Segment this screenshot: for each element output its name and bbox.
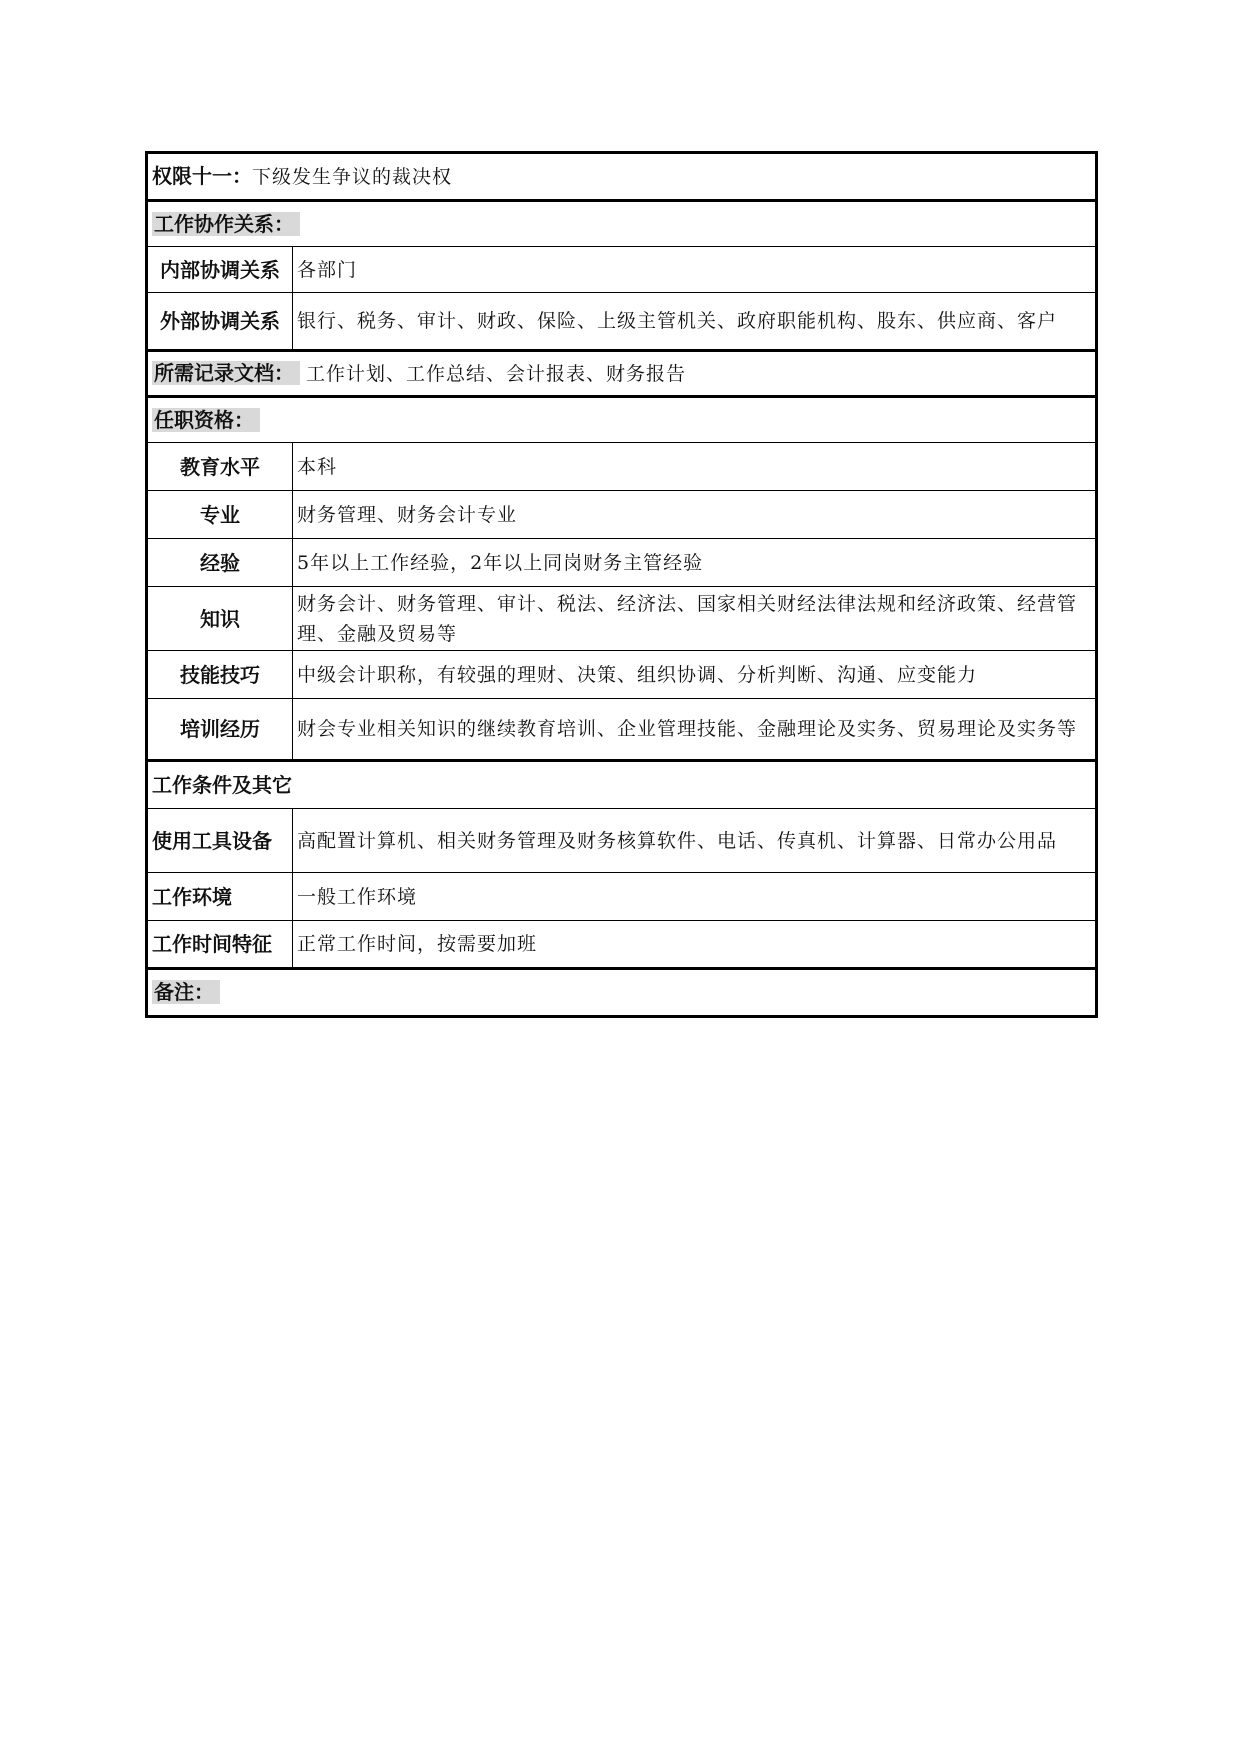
condition-row-time: [147, 921, 1097, 969]
qualification-row-education: [147, 443, 1097, 491]
qualification-row-experience: [147, 539, 1097, 587]
job-description-table: [145, 151, 1098, 1018]
authority-value: 下级发生争议的裁决权: [252, 166, 453, 188]
authority-row: [147, 153, 1097, 201]
qualifications-heading-row: [147, 397, 1097, 443]
conditions-heading: 工作条件及其它: [152, 772, 292, 797]
cooperation-value: 各部门: [293, 247, 1097, 293]
authority-label: 权限十一：: [152, 164, 252, 188]
records-row: [147, 351, 1097, 397]
condition-value: 高配置计算机、相关财务管理及财务核算软件、电话、传真机、计算器、日常办公用品: [293, 809, 1097, 873]
notes-label: 备注：: [152, 980, 220, 1004]
records-value: 工作计划、工作总结、会计报表、财务报告: [306, 363, 687, 385]
qualification-row-skills: [147, 651, 1097, 699]
condition-value: 一般工作环境: [293, 873, 1097, 921]
cooperation-label: 外部协调关系: [147, 293, 293, 351]
cooperation-row-external: [147, 293, 1097, 351]
qualification-value: 中级会计职称，有较强的理财、决策、组织协调、分析判断、沟通、应变能力: [293, 651, 1097, 699]
qualification-value: 5年以上工作经验，2年以上同岗财务主管经验: [293, 539, 1097, 587]
cooperation-heading: 工作协作关系：: [152, 212, 300, 236]
qualification-label: 知识: [147, 587, 293, 651]
condition-value: 正常工作时间，按需要加班: [293, 921, 1097, 969]
qualifications-heading: 任职资格：: [152, 408, 260, 432]
records-label: 所需记录文档：: [152, 361, 300, 385]
qualification-value: 财会专业相关知识的继续教育培训、企业管理技能、金融理论及实务、贸易理论及实务等: [293, 699, 1097, 761]
condition-row-tools: [147, 809, 1097, 873]
qualification-row-major: [147, 491, 1097, 539]
cooperation-value: 银行、税务、审计、财政、保险、上级主管机关、政府职能机构、股东、供应商、客户: [293, 293, 1097, 351]
condition-row-environment: [147, 873, 1097, 921]
qualification-row-training: [147, 699, 1097, 761]
cooperation-row-internal: [147, 247, 1097, 293]
qualification-value: 本科: [293, 443, 1097, 491]
qualification-value: 财务管理、财务会计专业: [293, 491, 1097, 539]
qualification-label: 教育水平: [147, 443, 293, 491]
condition-label: 工作环境: [147, 873, 293, 921]
cooperation-label: 内部协调关系: [147, 247, 293, 293]
qualification-label: 专业: [147, 491, 293, 539]
cooperation-heading-row: [147, 201, 1097, 247]
notes-row: [147, 969, 1097, 1017]
qualification-row-knowledge: [147, 587, 1097, 651]
condition-label: 使用工具设备: [147, 809, 293, 873]
qualification-value: 财务会计、财务管理、审计、税法、经济法、国家相关财经法律法规和经济政策、经营管理、金融及贸易等: [293, 587, 1097, 651]
qualification-label: 经验: [147, 539, 293, 587]
qualification-label: 技能技巧: [147, 651, 293, 699]
qualification-label: 培训经历: [147, 699, 293, 761]
conditions-heading-row: [147, 761, 1097, 809]
condition-label: 工作时间特征: [147, 921, 293, 969]
